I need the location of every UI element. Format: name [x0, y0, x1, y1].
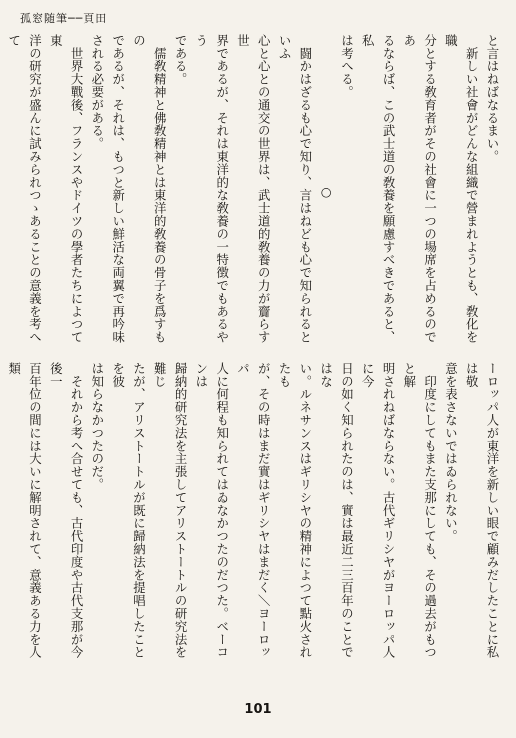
text-line: 日の如く知られたのは、實は最近二三百年のことではな — [318, 362, 355, 659]
text-line — [0, 34, 3, 350]
text-line: が、その時はまだ實はギリシヤはまだく＼ヨーロッパ — [235, 362, 272, 659]
section-break-mark: ○ — [318, 184, 334, 200]
bottom-text-column — [6, 362, 502, 662]
text-line: は考へる。 — [339, 34, 355, 99]
text-line: 心と心との通交の世界は、武士道的敎養の力が齎らす世 — [235, 34, 272, 344]
text-line: 印度にしてもまた支那にしても、その過去がもつと解 — [401, 362, 438, 659]
text-line: 闘かはざるも心で知り、言はねども心で知られるといふ — [277, 34, 313, 344]
text-line — [0, 362, 3, 662]
text-line: 意を表さないではゐられない。 — [443, 362, 459, 543]
text-line: 分とする敎育者がその社會に一つの場席を占めるのであ — [401, 34, 438, 344]
text-line: い。ルネサンスはギリシヤの精神によつて點火されたも — [277, 362, 313, 659]
text-line: 世界大戰後、フランスやドイツの學者たちによつて東 — [48, 34, 85, 344]
text-line: 歸納的研究法を主張してアリストートルの研究法を難じ — [152, 362, 189, 659]
text-line: たが、アリストートルが既に歸納法を提唱したことを彼 — [110, 362, 147, 659]
text-line: と言はねばなるまい。 — [485, 34, 500, 163]
text-line: であるが、それは、もつと新しい鮮活な両翼で再吟味 — [110, 34, 126, 344]
text-line: は知らなかつたのだ。 — [89, 362, 105, 491]
text-line: 新しい社會がどんな組織で營まれようとも、敎化を職 — [443, 34, 480, 344]
text-line: 明されねばならない。古代ギリシヤがヨーロッパ人に今 — [360, 362, 397, 659]
text-line: 洋の研究が盛んに試みられつゝあることの意義を考へて — [6, 34, 43, 344]
text-line: される必要がある。 — [89, 34, 105, 151]
page-number: 101 — [244, 702, 272, 717]
running-head: 孤窓随筆──頁田 — [20, 12, 108, 25]
text-line: 人に何程も知られてはゐなかつたのだつた。ベーコンは — [193, 362, 230, 659]
text-line: 百年位の間には大いに解明されて、意義ある力を人類 — [6, 362, 43, 659]
text-line: である。 — [173, 34, 189, 86]
text-line: それから考へ合せても、古代印度や古代支那が今後一 — [48, 362, 85, 659]
text-line: るならば、この武士道の敎養を願慮すべきであると、私 — [360, 34, 397, 344]
text-line: ーロッパ人が東洋を新しい眼で顧みだしたことに私は敬 — [464, 362, 500, 659]
text-line: 界であるが、それは東洋的な敎養の一特徴でもあるやう — [193, 34, 230, 344]
text-line: 儒敎精神と佛敎精神とは東洋的敎養の骨子を爲すもの — [131, 34, 168, 344]
top-text-column — [6, 34, 502, 350]
